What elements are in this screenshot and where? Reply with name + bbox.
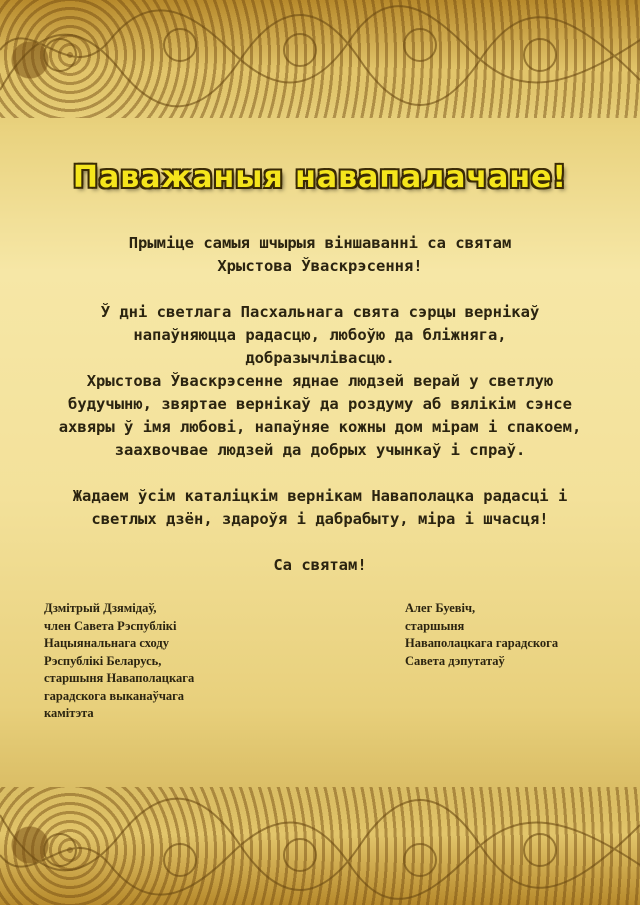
signature-right [405, 600, 605, 670]
top-ornament-border [0, 0, 640, 118]
closing-line: Са святам! [273, 556, 367, 574]
floral-ornament-icon [0, 787, 640, 905]
paragraph-line: будучыню, звяртае вернікаў да роздуму аб вялікім сэнсе [68, 395, 572, 413]
signature-line: гарадскога выканаўчага [44, 688, 185, 703]
wishes-line: Жадаем ўсім каталіцкім вернікам Наваполацка радасці і [72, 487, 568, 505]
signature-line: Нацыянальнага сходу [44, 636, 170, 650]
signature-line: Савета дэпутатаў [405, 653, 505, 668]
paragraph-line: добразычлівасцю. [245, 349, 395, 367]
page-title: Паважаныя навапалачане! [72, 160, 568, 195]
greeting-line: Хрыстова Ўваскрэсення! [217, 257, 423, 275]
signature-line: старшыня [405, 618, 465, 633]
paragraph-line: ахвяры ў імя любові, напаўняе кожны дом мірам і спакоем, [58, 418, 582, 436]
floral-ornament-icon [0, 0, 640, 118]
signature-line: Рэспублікі Беларусь, [44, 653, 162, 668]
paragraph-line: напаўняюцца радасцю, любоўю да бліжняга, [133, 326, 507, 344]
signature-line: Наваполацкага гарадскога [405, 636, 559, 650]
signature-line: старшыня Наваполацкага [44, 671, 195, 685]
paragraph-line: Хрыстова Ўваскрэсенне яднае людзей верай у светлую [86, 372, 554, 390]
paragraph-line: заахвочвае людзей да добрых учынкаў і спраў. [114, 441, 526, 459]
greeting-line: Прыміце самыя шчырыя віншаванні са святам [128, 234, 512, 252]
bottom-ornament-border [0, 787, 640, 905]
paragraph-line: Ў дні светлага Пасхальнага свята сэрцы вернікаў [100, 303, 540, 321]
signature-line: Дзмітрый Дзямідаў, [44, 601, 157, 615]
signature-line: член Савета Рэспублікі [44, 618, 177, 633]
signature-left [44, 600, 274, 723]
signature-line: Алег Буевіч, [405, 601, 476, 615]
message-body [20, 232, 620, 577]
wishes-line: светлых дзён, здароўя і дабрабыту, міра і шчасця! [91, 510, 549, 528]
signature-line: камітэта [44, 706, 94, 720]
